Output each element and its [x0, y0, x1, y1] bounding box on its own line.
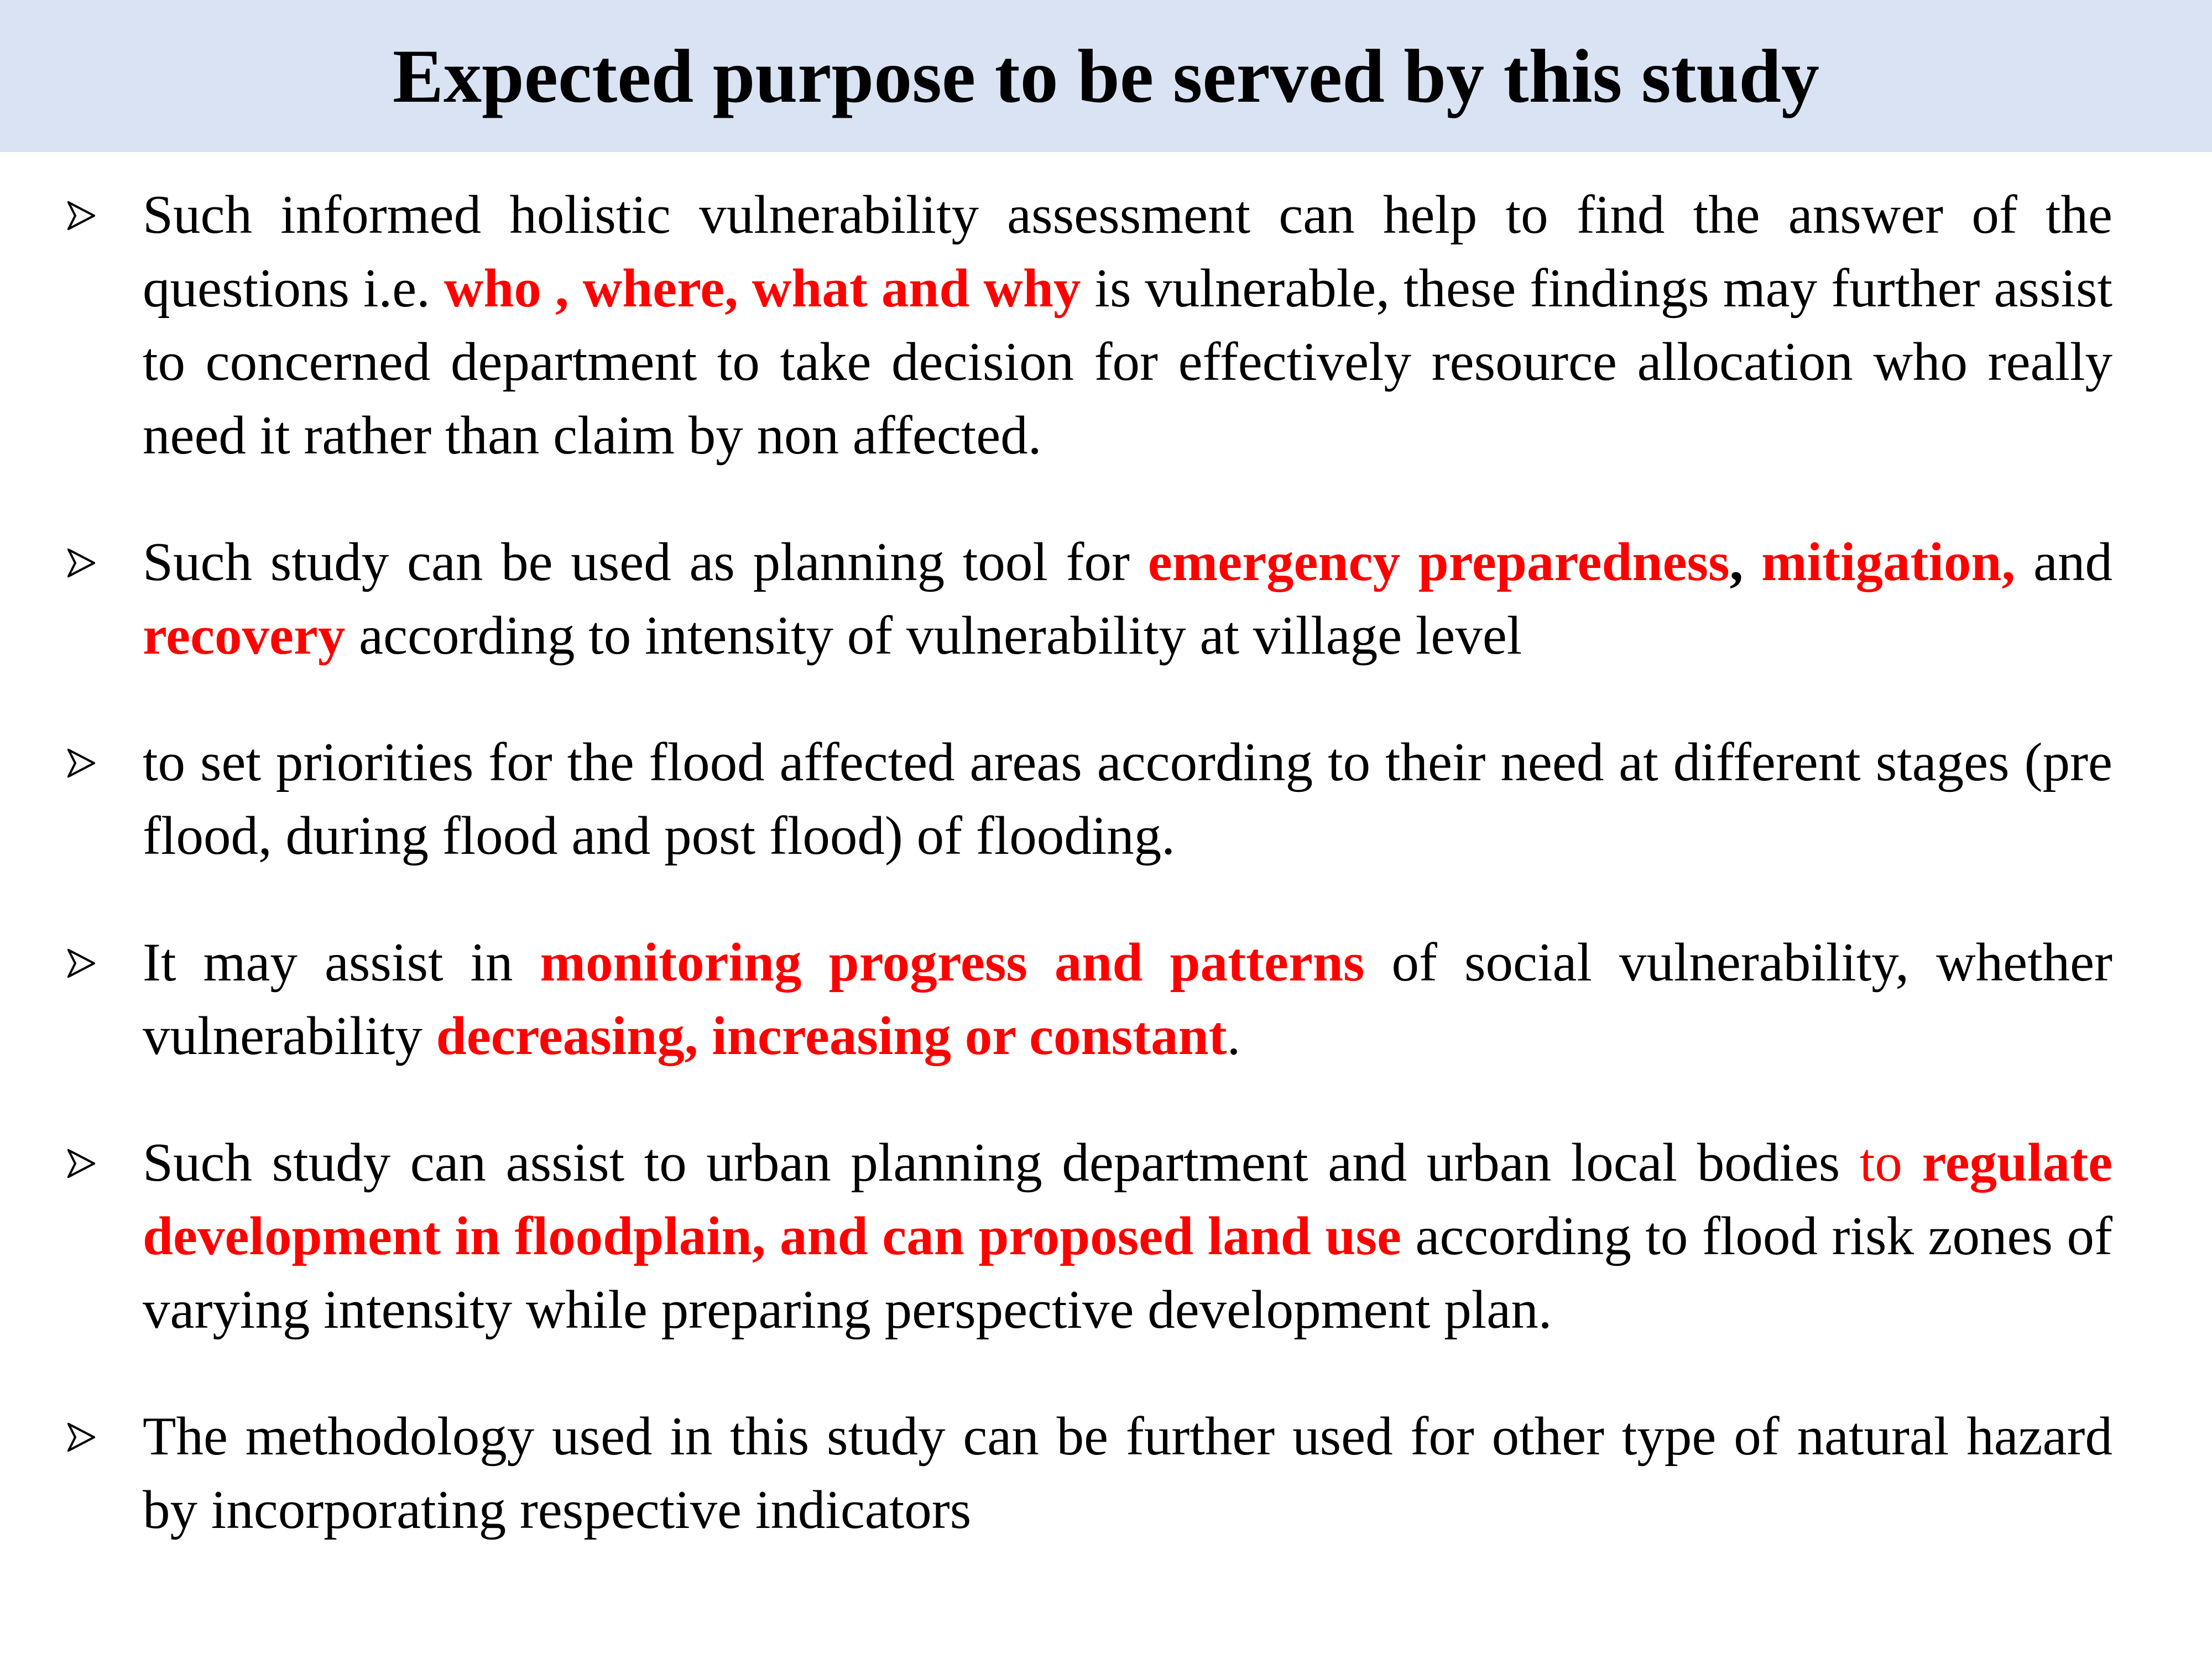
bullet-text: Such study can be used as planning tool for	[143, 532, 1148, 592]
highlight-text: regulate development in floodplain, and can proposed land use	[143, 1133, 2113, 1266]
bullet-text: .	[1227, 1006, 1241, 1066]
highlight-text: mitigation,	[1761, 532, 2016, 592]
arrow-bullet-icon	[67, 1149, 95, 1178]
highlight-text: emergency preparedness	[1147, 532, 1730, 592]
bullet-text: Such informed holistic vulnerability assessment can help to find the answer of the questions i.e.	[143, 185, 2112, 319]
bullet-item-6	[61, 1400, 2112, 1547]
arrow-bullet-icon	[67, 201, 95, 230]
bullet-text: It may assist in	[143, 932, 540, 993]
bullet-list	[61, 178, 2112, 1547]
bullet-item-3	[61, 726, 2112, 873]
bullet-text: and	[2015, 532, 2112, 592]
highlight-text: recovery	[143, 606, 346, 666]
bullet-text: to set priorities for the flood affected areas according to their need at different stages (pre flood, during flood and post flood) of flooding.	[143, 732, 2112, 866]
bullet-text	[1902, 1133, 1922, 1193]
arrow-bullet-icon	[67, 549, 95, 577]
bullet-text: of social vulnerability, whether vulnerability	[143, 932, 2112, 1066]
slide-title: Expected purpose to be served by this study	[392, 34, 1820, 118]
bullet-item-1	[61, 178, 2112, 472]
highlight-text: monitoring progress and patterns	[540, 932, 1365, 993]
arrow-bullet-icon	[67, 1423, 95, 1452]
highlight-text: who , where, what and why	[444, 258, 1081, 319]
bullet-text: is vulnerable, these findings may further assist to concerned department to take decision for effectively resource allocation who really need it rather than claim by non affected.	[143, 258, 2112, 466]
bullet-text: The methodology used in this study can be further used for other type of natural hazard by incorporating respective indicators	[143, 1406, 2112, 1540]
bullet-item-5	[61, 1126, 2112, 1347]
bullet-item-4	[61, 926, 2112, 1073]
bullet-text: according to intensity of vulnerability at village level	[345, 606, 1522, 666]
bullet-text: according to flood risk zones of varying intensity while preparing perspective development plan.	[143, 1206, 2113, 1340]
bullet-text: Such study can assist to urban planning department and urban local bodies	[143, 1133, 1860, 1193]
highlight-text: decreasing, increasing or constant	[436, 1006, 1227, 1066]
bullet-text	[1743, 532, 1761, 592]
bold-comma: ,	[1729, 532, 1744, 592]
red-text: to	[1859, 1133, 1902, 1193]
arrow-bullet-icon	[67, 749, 95, 778]
bullet-item-2	[61, 525, 2112, 672]
arrow-bullet-icon	[67, 949, 95, 978]
